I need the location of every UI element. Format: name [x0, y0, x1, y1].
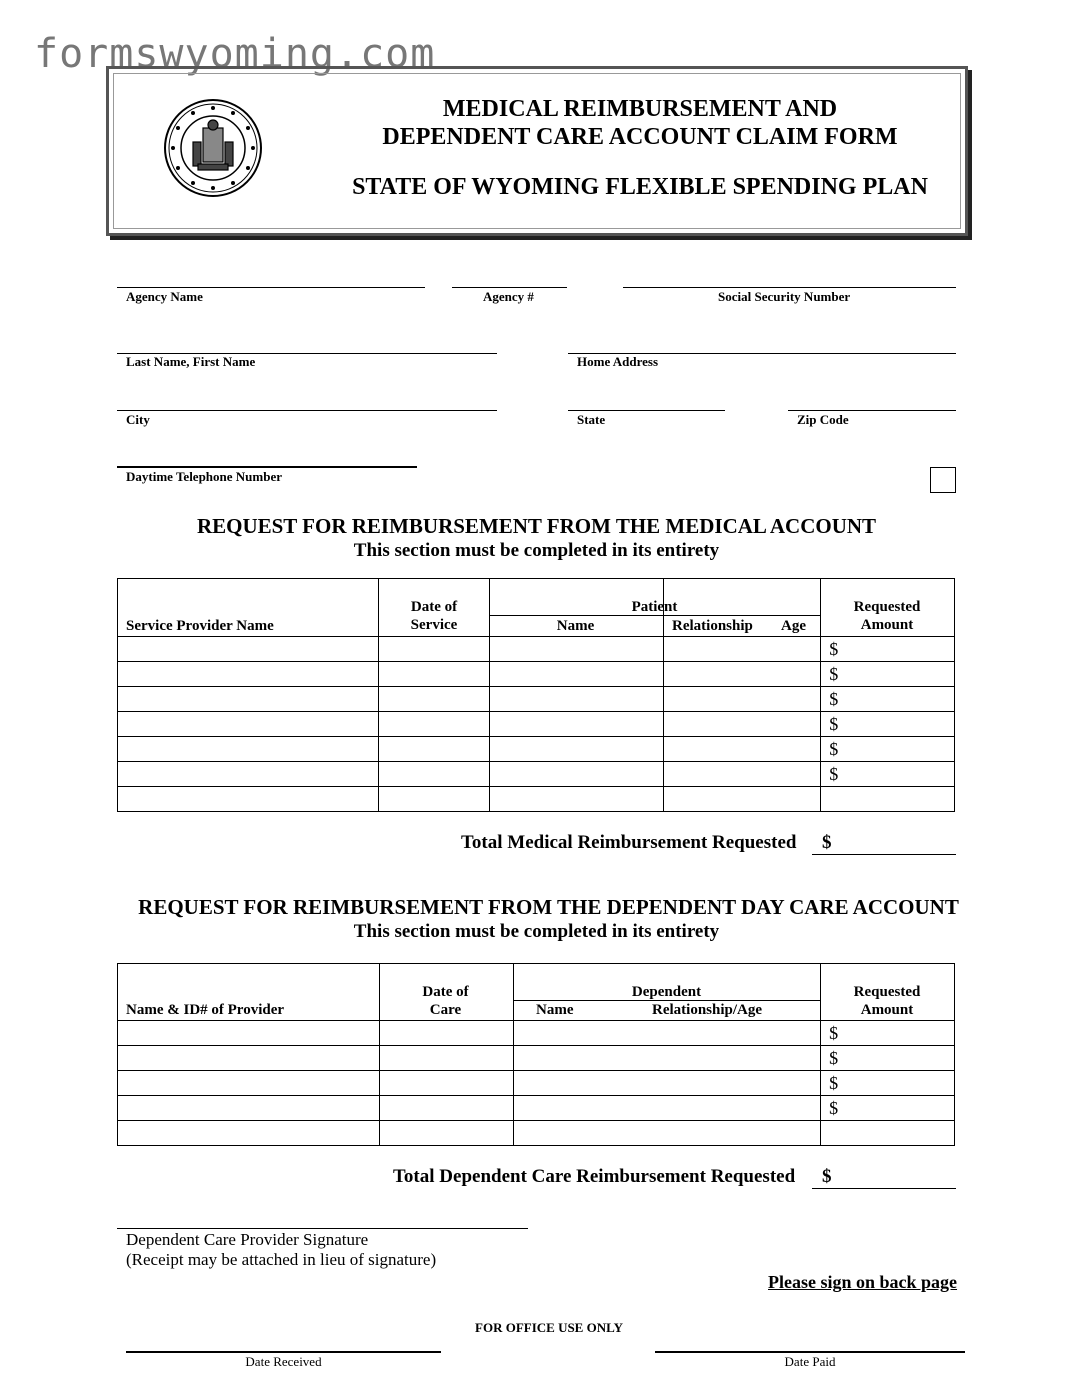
col-care-date-line1: Date of [422, 984, 469, 1000]
col-date-line2: Service [410, 617, 458, 633]
office-use-title: FOR OFFICE USE ONLY [475, 1320, 623, 1335]
zip-label: Zip Code [797, 412, 849, 427]
dependent-total-dollar: $ [822, 1166, 832, 1187]
table-row[interactable]: $ [118, 1096, 955, 1121]
date-received-label: Date Received [245, 1354, 322, 1369]
table-row[interactable] [118, 787, 955, 812]
agency-number-field[interactable] [452, 287, 567, 288]
ssn-label: Social Security Number [718, 289, 851, 304]
col-service-provider: Service Provider Name [126, 618, 274, 634]
col-care-date-line2: Care [429, 1002, 462, 1018]
city-label: City [126, 412, 150, 427]
medical-section-subtitle: This section must be completed in its entirety [353, 540, 720, 561]
name-label: Last Name, First Name [126, 354, 256, 369]
col-patient-name: Name [556, 618, 595, 634]
please-sign-link[interactable]: Please sign on back page [768, 1272, 958, 1292]
col-dependent-name: Name [536, 1002, 574, 1018]
table-row[interactable]: $ [118, 1071, 955, 1096]
state-field[interactable] [568, 410, 725, 411]
dependent-total-field[interactable] [812, 1188, 956, 1189]
form-subtitle: STATE OF WYOMING FLEXIBLE SPENDING PLAN [352, 174, 928, 200]
phone-label: Daytime Telephone Number [126, 469, 282, 484]
col-age: Age [781, 618, 806, 634]
medical-total-label: Total Medical Reimbursement Requested [461, 832, 797, 853]
signature-note: (Receipt may be attached in lieu of signature) [126, 1250, 437, 1269]
col-provider-id: Name & ID# of Provider [126, 1002, 285, 1018]
signature-label: Dependent Care Provider Signature [126, 1230, 369, 1249]
form-title-line1: MEDICAL REIMBURSEMENT AND [442, 96, 838, 122]
agency-name-label: Agency Name [126, 289, 203, 304]
col-date-line1: Date of [410, 599, 458, 615]
phone-field[interactable] [117, 466, 417, 468]
watermark: formswyoming.com [34, 31, 436, 77]
medical-section-title: REQUEST FOR REIMBURSEMENT FROM THE MEDICAL ACCOUNT [196, 514, 877, 538]
table-row[interactable]: $ [118, 737, 955, 762]
table-row[interactable] [118, 1121, 955, 1146]
table-row[interactable]: $ [118, 1046, 955, 1071]
col-relationship: Relationship [672, 618, 753, 634]
table-row[interactable]: $ [118, 687, 955, 712]
col-dep-amount-line1: Requested [853, 984, 921, 1000]
date-paid-field[interactable] [655, 1351, 965, 1353]
table-row[interactable]: $ [118, 662, 955, 687]
dependent-total-label: Total Dependent Care Reimbursement Requested [393, 1166, 796, 1187]
state-label: State [577, 412, 606, 427]
col-patient: Patient [631, 599, 678, 615]
dependent-section-title: REQUEST FOR REIMBURSEMENT FROM THE DEPENDENT DAY CARE ACCOUNT [138, 895, 959, 919]
medical-total-field[interactable] [812, 854, 956, 855]
state-seal-icon [163, 98, 263, 198]
date-received-field[interactable] [126, 1351, 441, 1353]
col-dep-amount-line2: Amount [860, 1002, 914, 1018]
checkbox[interactable] [930, 467, 956, 493]
ssn-field[interactable] [623, 287, 956, 288]
table-row[interactable]: $ [118, 637, 955, 662]
table-row[interactable]: $ [118, 1021, 955, 1046]
table-row[interactable]: $ [118, 712, 955, 737]
col-amount-line2: Amount [860, 617, 914, 633]
col-amount-line1: Requested [853, 599, 921, 615]
city-field[interactable] [117, 410, 497, 411]
provider-signature-field[interactable] [117, 1228, 528, 1229]
agency-number-label: Agency # [483, 289, 534, 304]
medical-total-dollar: $ [822, 832, 832, 853]
col-relationship-age: Relationship/Age [652, 1002, 763, 1018]
agency-name-field[interactable] [117, 287, 425, 288]
col-dependent: Dependent [631, 984, 702, 1000]
table-row[interactable]: $ [118, 762, 955, 787]
form-title-line2: DEPENDENT CARE ACCOUNT CLAIM FORM [382, 124, 898, 150]
zip-field[interactable] [788, 410, 956, 411]
address-label: Home Address [577, 354, 659, 369]
dependent-section-subtitle: This section must be completed in its entirety [353, 921, 720, 942]
date-paid-label: Date Paid [784, 1354, 836, 1369]
